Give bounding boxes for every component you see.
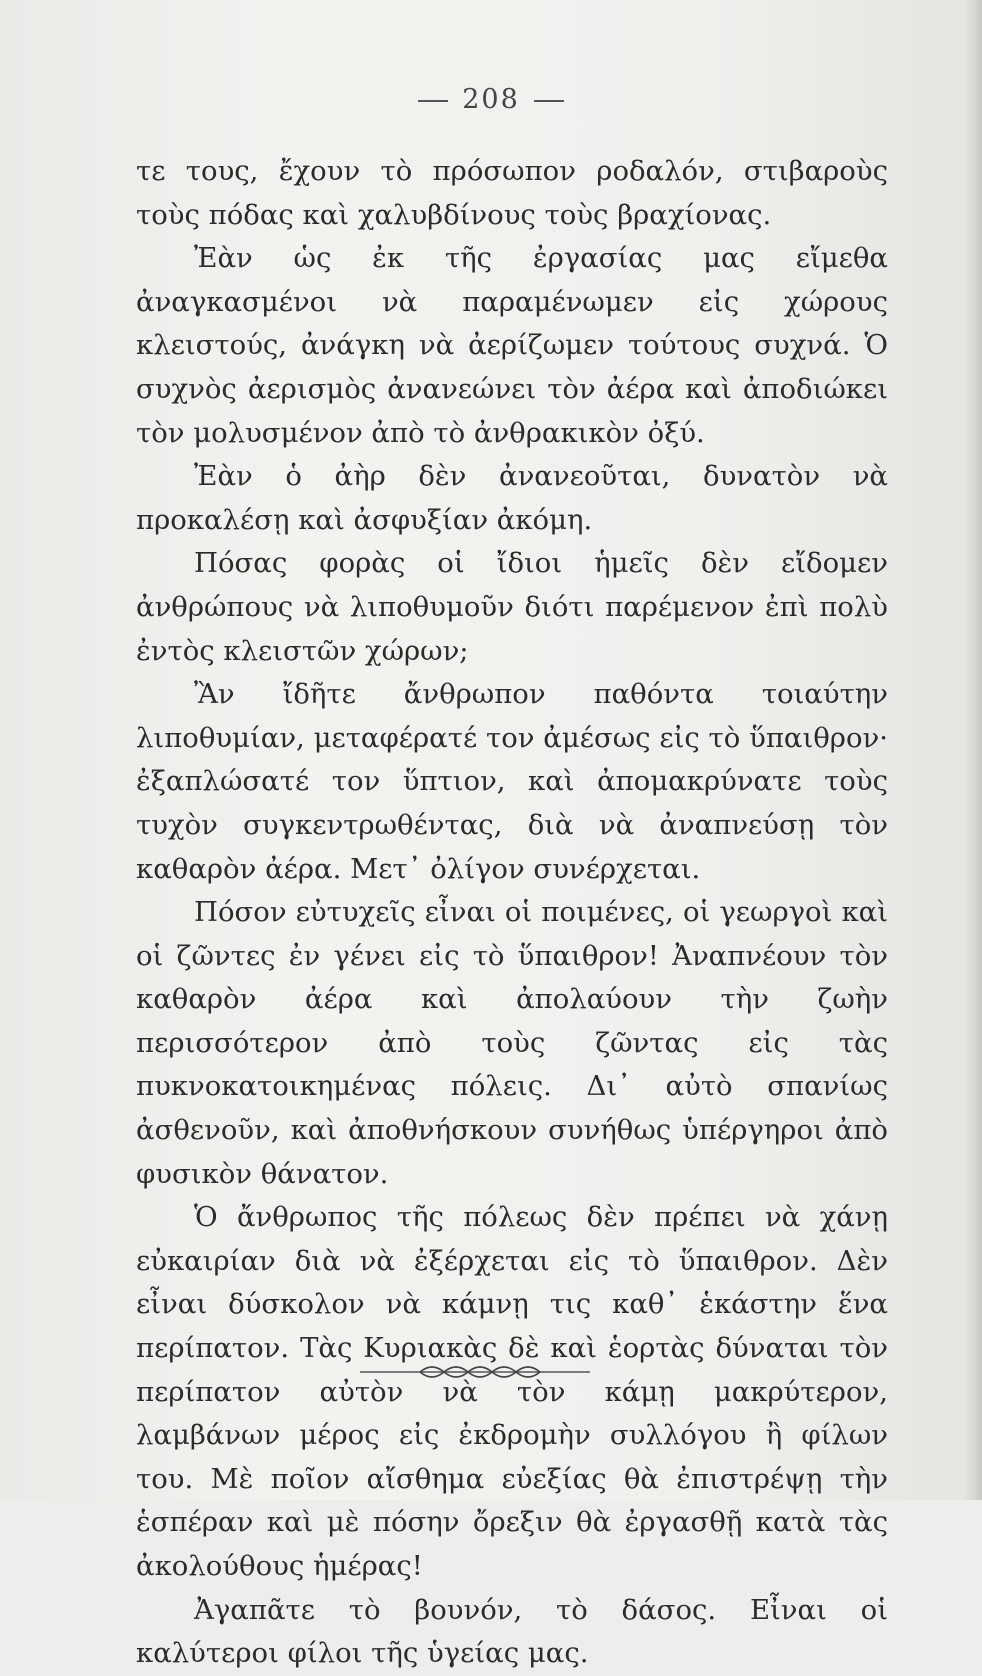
paragraph-5: Ἂν ἴδῆτε ἄνθρωπον παθόντα τοιαύτην λιποθυμίαν, μεταφέρατέ τον ἀμέσως εἰς τὸ ὕπαιθρον· ἐξαπλώσατέ τον ὕπτιον, καὶ ἀπομακρύνατε τοὺς τυχὸν συγκεντρωθέντας, διὰ νὰ ἀναπνεύσῃ τὸν καθαρὸν ἀέρα. Μετ᾽ ὀλίγον συνέρχεται. (136, 678, 888, 885)
paragraph-6: Πόσον εὐτυχεῖς εἶναι οἱ ποιμένες, οἱ γεωργοὶ καὶ οἱ ζῶντες ἐν γένει εἰς τὸ ὕπαιθρον! Ἀναπνέουν τὸν καθαρὸν ἀέρα καὶ ἀπολαύουν τὴν ζωὴν περισσότερον ἀπὸ τοὺς ζῶντας εἰς τὰς πυκνοκατοικημένας πόλεις. Δι᾽ αὐτὸ σπανίως ἀσθενοῦν, καὶ ἀποθνήσκουν συνήθως ὑπέργηροι ἀπὸ φυσικὸν θάνατον. (136, 896, 888, 1190)
right-dash (534, 100, 564, 102)
paragraph-8: Ἀγαπᾶτε τὸ βουνόν, τὸ δάσος. Εἶναι οἱ καλύτεροι φίλοι τῆς ὑγείας μας. (136, 1593, 888, 1670)
page-number-header (0, 84, 982, 115)
paragraph-7: Ὁ ἄνθρωπος τῆς πόλεως δὲν πρέπει νὰ χάνῃ εὐκαιρίαν διὰ νὰ ἐξέρχεται εἰς τὸ ὕπαιθρον. Δὲν εἶναι δύσκολον νὰ κάμνῃ τις καθ᾽ ἑκάστην ἕνα περίπατον. Τὰς Κυριακὰς δὲ καὶ ἑορτὰς δύναται τὸν περίπατον αὐτὸν νὰ τὸν κάμῃ μακρύτερον, λαμβάνων μέρος εἰς ἐκδρομὴν συλλόγου ἢ φίλων του. Μὲ ποῖον αἴσθημα εὐεξίας θὰ ἐπιστρέψῃ τὴν ἑσπέραν καὶ μὲ πόσην ὄρεξιν θὰ ἐργασθῇ κατὰ τὰς ἀκολούθους ἡμέρας! (136, 1201, 888, 1582)
paragraph-1: τε τους, ἔχουν τὸ πρόσωπον ροδαλόν, στιβαροὺς τοὺς πόδας καὶ χαλυβδίνους τοὺς βραχίονας. (136, 155, 888, 231)
end-ornament (360, 1360, 590, 1384)
page-edge-shadow (964, 0, 982, 1500)
left-dash (418, 100, 448, 102)
paragraph-2: Ἐὰν ὡς ἐκ τῆς ἐργασίας μας εἴμεθα ἀναγκασμένοι νὰ παραμένωμεν εἰς χώρους κλειστούς, ἀνάγκη νὰ ἀερίζωμεν τούτους συχνά. Ὁ συχνὸς ἀερισμὸς ἀνανεώνει τὸν ἀέρα καὶ ἀποδιώκει τὸν μολυσμένον ἀπὸ τὸ ἀνθρακικὸν ὀξύ. (136, 242, 888, 449)
paragraph-4: Πόσας φορὰς οἱ ἴδιοι ἡμεῖς δὲν εἴδομεν ἀνθρώπους νὰ λιποθυμοῦν διότι παρέμενον ἐπὶ πολὺ ἐντὸς κλειστῶν χώρων; (136, 547, 888, 667)
page-number: 208 (462, 84, 520, 115)
paragraph-3: Ἐὰν ὁ ἀὴρ δὲν ἀνανεοῦται, δυνατὸν νὰ προκαλέσῃ καὶ ἀσφυξίαν ἀκόμη. (136, 460, 888, 536)
body-text (136, 150, 888, 1676)
